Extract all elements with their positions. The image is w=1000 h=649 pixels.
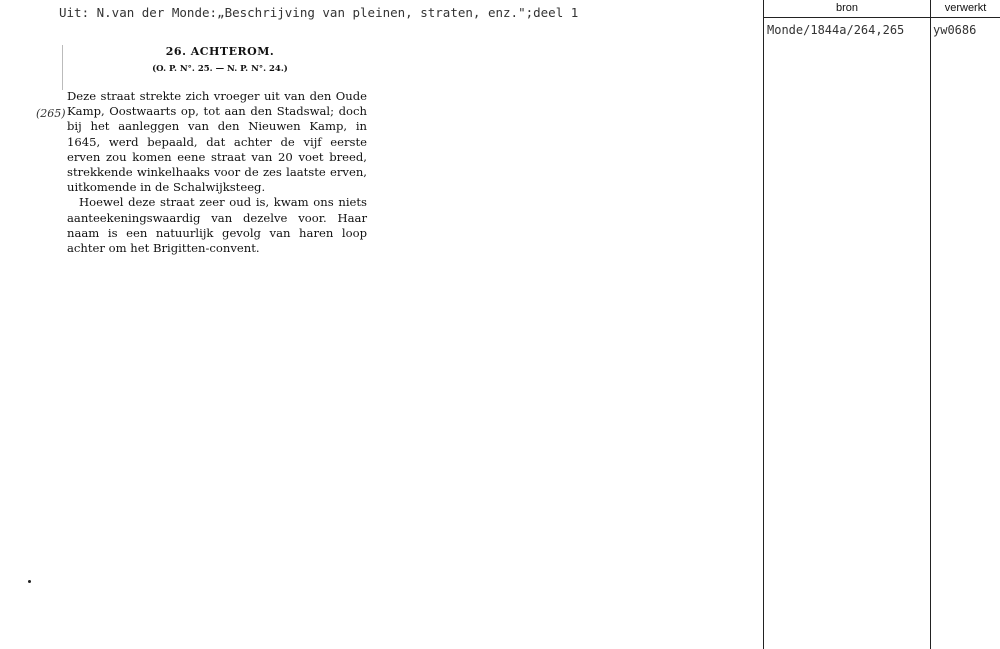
paragraph-1: Deze straat strekte zich vroeger uit van den Oude Kamp, Oostwaarts op, tot aan den Stadswal; doch bij het aanleggen van den Nieuwen Kamp, in 1645, werd bepaald, dat achter de vijf eerste erven zou komen eene straat van 20 voet breed, strekkende winkelhaaks voor de zes laatste erven, uitkomende in de Schalwijksteeg. bbox=[67, 89, 367, 195]
stray-dot bbox=[28, 580, 31, 583]
cell-verwerkt: yw0686 bbox=[933, 23, 977, 37]
column-divider bbox=[930, 0, 931, 649]
paragraph-2: Hoewel deze straat zeer oud is, kwam ons niets aanteekeningswaardig van dezelve voor. Haar naam is een natuurlijk gevolg van haren loop achter om het Brigitten-convent. bbox=[67, 195, 367, 256]
cell-bron: Monde/1844a/264,265 bbox=[767, 23, 905, 37]
handwritten-page-note: (265) bbox=[36, 107, 66, 120]
header-verwerkt: verwerkt bbox=[944, 2, 987, 14]
table-header bbox=[764, 0, 1000, 18]
reference-table bbox=[763, 0, 1000, 649]
section-references: (O. P. N°. 25. — N. P. N°. 24.) bbox=[152, 64, 288, 74]
section-title: 26. ACHTEROM. bbox=[165, 45, 275, 58]
header-bron: bron bbox=[835, 2, 859, 14]
article-body bbox=[67, 89, 367, 256]
source-line: Uit: N.van der Monde:„Beschrijving van pleinen, straten, enz.";deel 1 bbox=[59, 5, 579, 20]
